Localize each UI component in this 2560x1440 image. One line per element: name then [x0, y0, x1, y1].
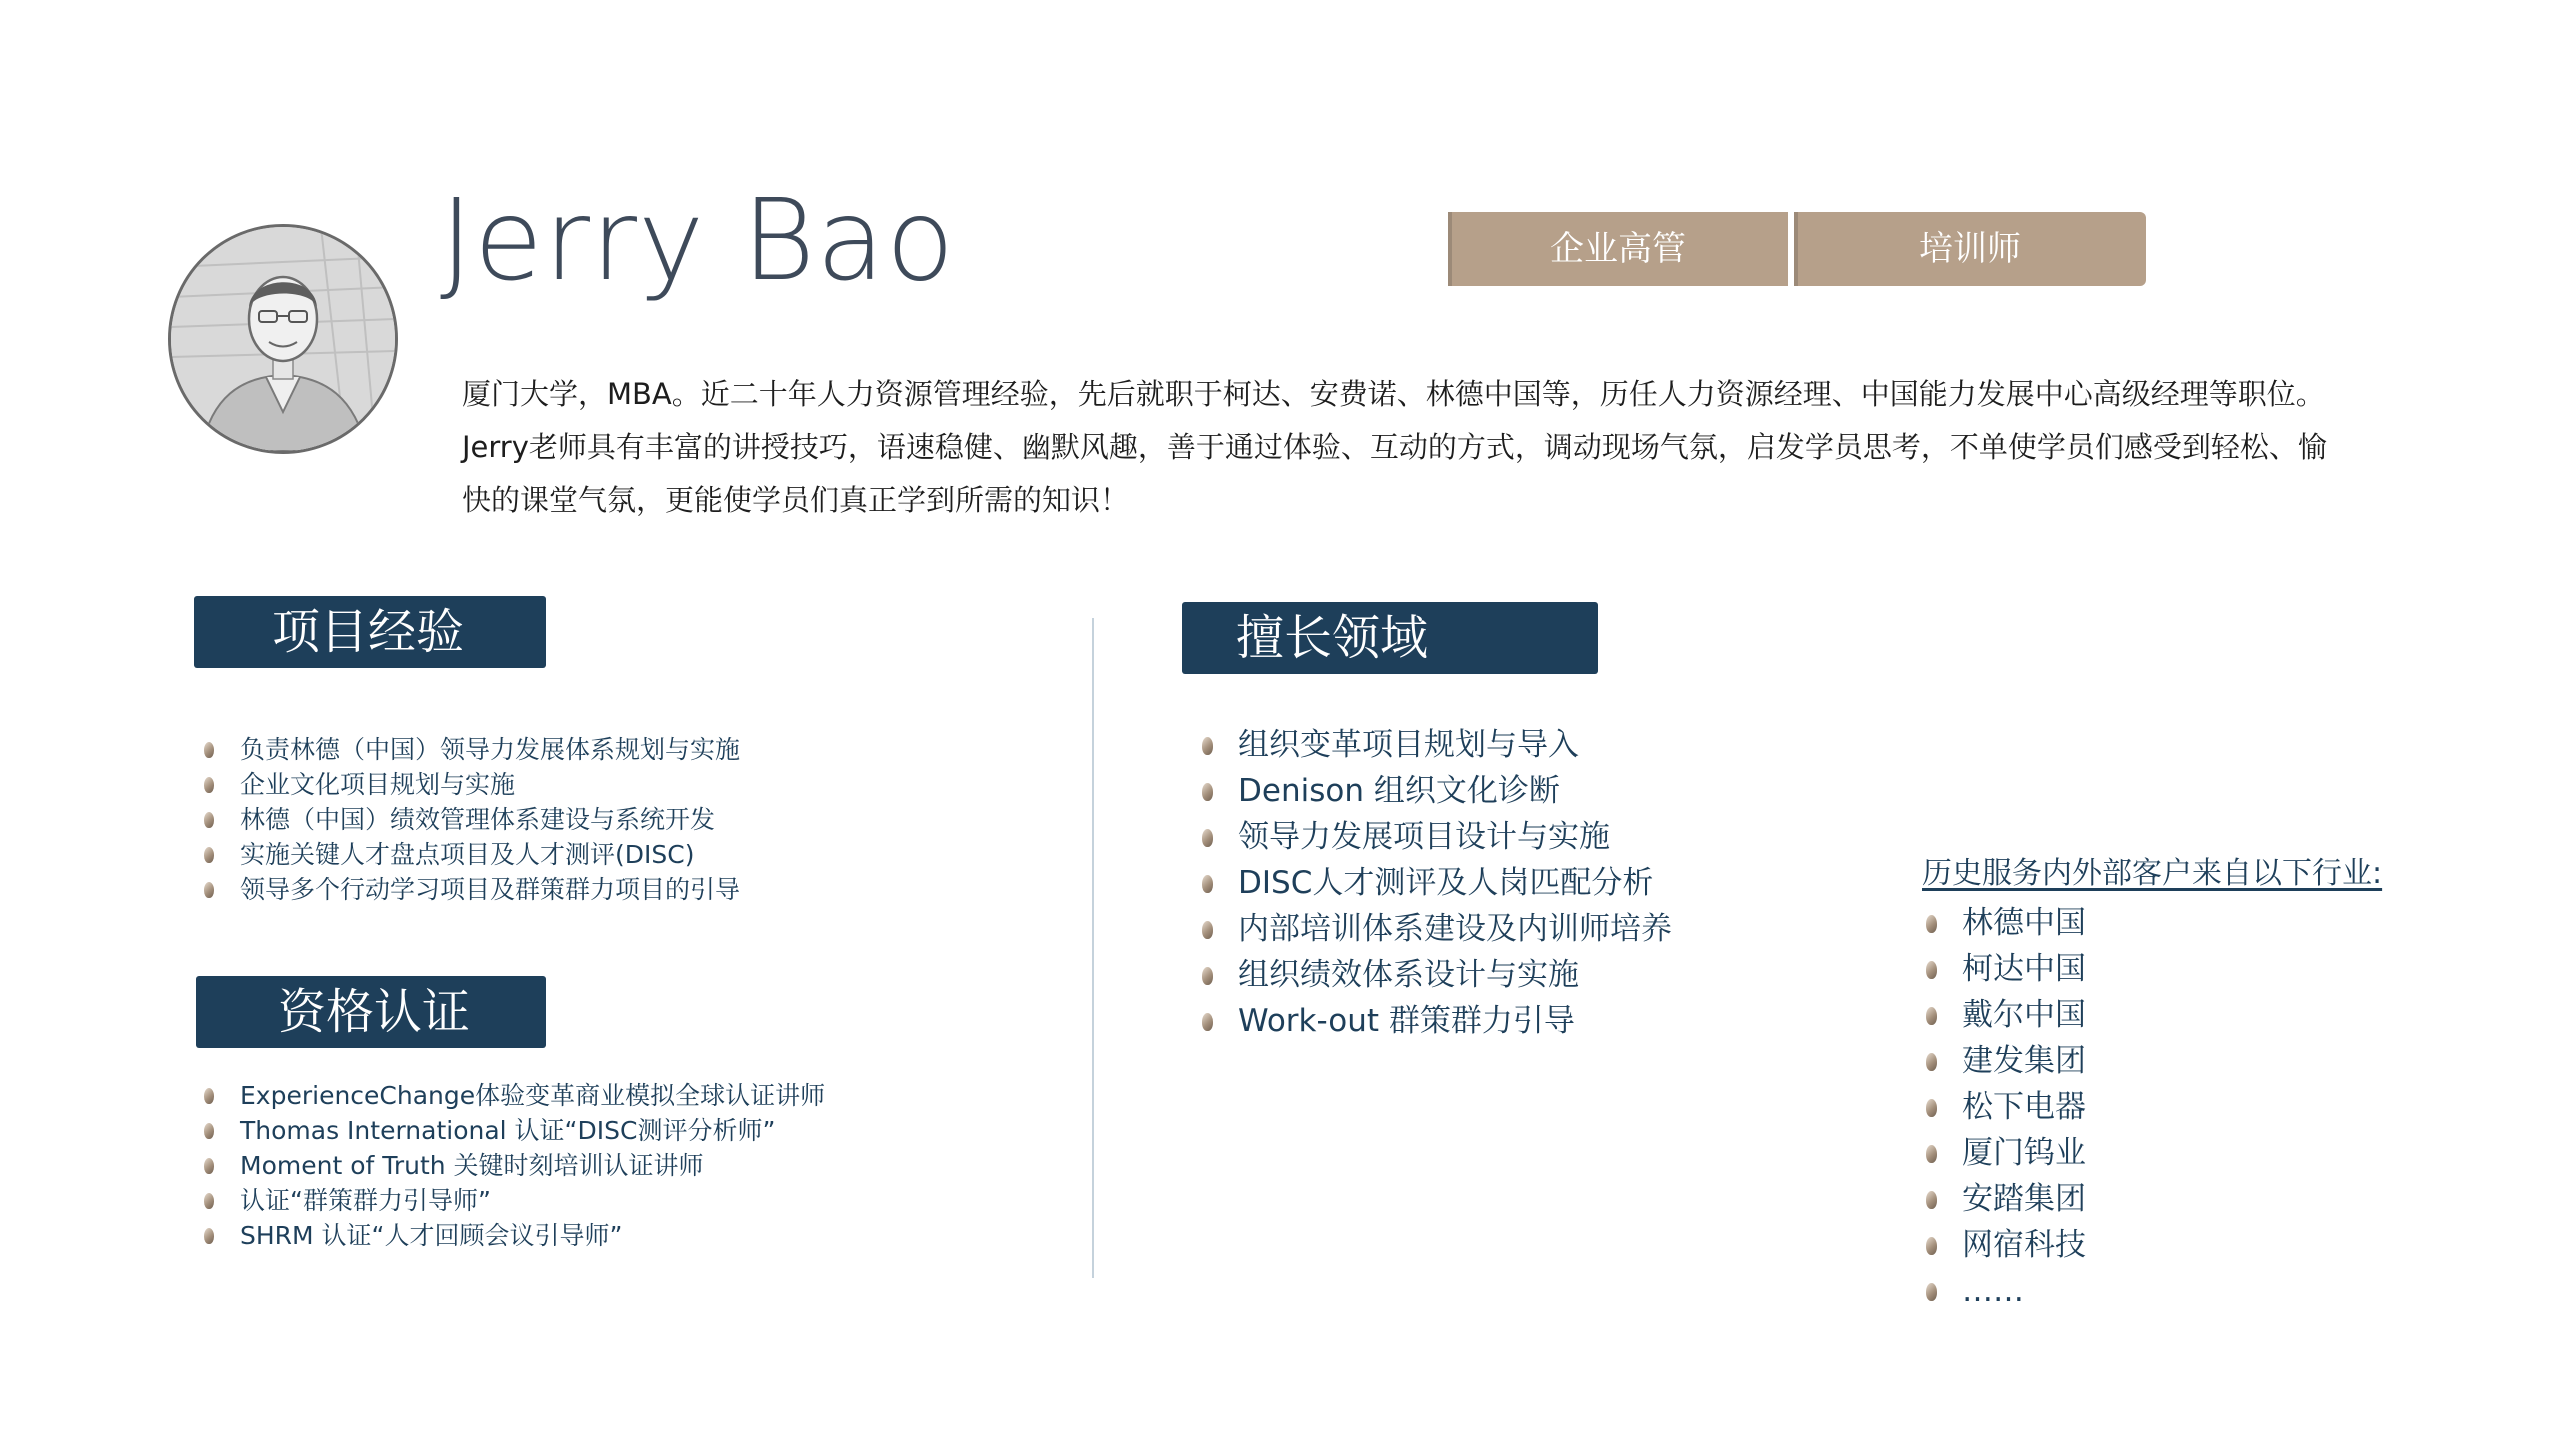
bullet-icon	[1926, 1237, 1937, 1255]
bullet-icon	[1926, 1053, 1937, 1071]
list-item: 林德中国	[1920, 900, 2086, 946]
bullet-icon	[204, 1088, 214, 1104]
person-name: Jerry Bao	[440, 176, 956, 306]
list-item: 负责林德（中国）领导力发展体系规划与实施	[196, 732, 740, 767]
bullet-icon	[1202, 921, 1213, 939]
list-item: Work-out 群策群力引导	[1196, 998, 1672, 1044]
experience-list	[196, 732, 740, 907]
section-header-experience: 项目经验	[194, 596, 546, 668]
avatar	[168, 224, 398, 454]
bio-line: 快的课堂气氛，更能使学员们真正学到所需的知识！	[462, 483, 1130, 517]
list-item: 组织绩效体系设计与实施	[1196, 952, 1672, 998]
bullet-icon	[204, 1158, 214, 1174]
bullet-icon	[1926, 1283, 1937, 1301]
role-tag-trainer: 培训师	[1794, 212, 2146, 286]
bullet-icon	[1926, 1099, 1937, 1117]
bullet-icon	[1202, 737, 1213, 755]
list-item: 厦门钨业	[1920, 1130, 2086, 1176]
section-header-expertise: 擅长领域	[1182, 602, 1598, 674]
list-item: 实施关键人才盘点项目及人才测评(DISC)	[196, 837, 740, 872]
industries-list	[1920, 900, 2086, 1314]
bullet-icon	[204, 777, 214, 793]
bullet-icon	[1202, 783, 1213, 801]
role-tag-executive: 企业高管	[1448, 212, 1788, 286]
list-item: 认证“群策群力引导师”	[196, 1183, 825, 1218]
list-item: 建发集团	[1920, 1038, 2086, 1084]
list-item: Denison 组织文化诊断	[1196, 768, 1672, 814]
list-item: SHRM 认证“人才回顾会议引导师”	[196, 1218, 825, 1253]
bio-line: Jerry老师具有丰富的讲授技巧，语速稳健、幽默风趣，善于通过体验、互动的方式，调动现场气氛，启发学员思考，不单使学员们感受到轻松、愉	[462, 430, 2327, 464]
list-item: 内部培训体系建设及内训师培养	[1196, 906, 1672, 952]
bullet-icon	[1202, 829, 1213, 847]
bio-line: 厦门大学，MBA。近二十年人力资源管理经验，先后就职于柯达、安费诺、林德中国等，历任人力资源经理、中国能力发展中心高级经理等职位。	[462, 377, 2325, 411]
bullet-icon	[1926, 1191, 1937, 1209]
bullet-icon	[1202, 875, 1213, 893]
bio-paragraph	[462, 368, 2402, 527]
section-header-certification: 资格认证	[196, 976, 546, 1048]
list-item: 戴尔中国	[1920, 992, 2086, 1038]
list-item: 安踏集团	[1920, 1176, 2086, 1222]
bullet-icon	[204, 1193, 214, 1209]
list-item: 柯达中国	[1920, 946, 2086, 992]
bullet-icon	[204, 847, 214, 863]
portrait-image	[171, 227, 395, 451]
list-item: ExperienceChange体验变革商业模拟全球认证讲师	[196, 1078, 825, 1113]
bullet-icon	[1926, 1145, 1937, 1163]
bullet-icon	[204, 1123, 214, 1139]
list-item: 企业文化项目规划与实施	[196, 767, 740, 802]
list-item: DISC人才测评及人岗匹配分析	[1196, 860, 1672, 906]
bullet-icon	[204, 882, 214, 898]
list-item: 领导力发展项目设计与实施	[1196, 814, 1672, 860]
bullet-icon	[204, 812, 214, 828]
bullet-icon	[1926, 1007, 1937, 1025]
list-item: 松下电器	[1920, 1084, 2086, 1130]
list-item: ……	[1920, 1268, 2086, 1314]
list-item: 领导多个行动学习项目及群策群力项目的引导	[196, 872, 740, 907]
list-item: Thomas International 认证“DISC测评分析师”	[196, 1113, 825, 1148]
bullet-icon	[204, 742, 214, 758]
certification-list	[196, 1078, 825, 1253]
list-item: Moment of Truth 关键时刻培训认证讲师	[196, 1148, 825, 1183]
expertise-list	[1196, 722, 1672, 1044]
list-item: 林德（中国）绩效管理体系建设与系统开发	[196, 802, 740, 837]
list-item: 网宿科技	[1920, 1222, 2086, 1268]
industries-heading: 历史服务内外部客户来自以下行业:	[1922, 856, 2383, 891]
bullet-icon	[1202, 1013, 1213, 1031]
bullet-icon	[1926, 961, 1937, 979]
list-item: 组织变革项目规划与导入	[1196, 722, 1672, 768]
vertical-divider	[1092, 618, 1094, 1278]
bullet-icon	[1202, 967, 1213, 985]
bullet-icon	[1926, 915, 1937, 933]
bullet-icon	[204, 1228, 214, 1244]
